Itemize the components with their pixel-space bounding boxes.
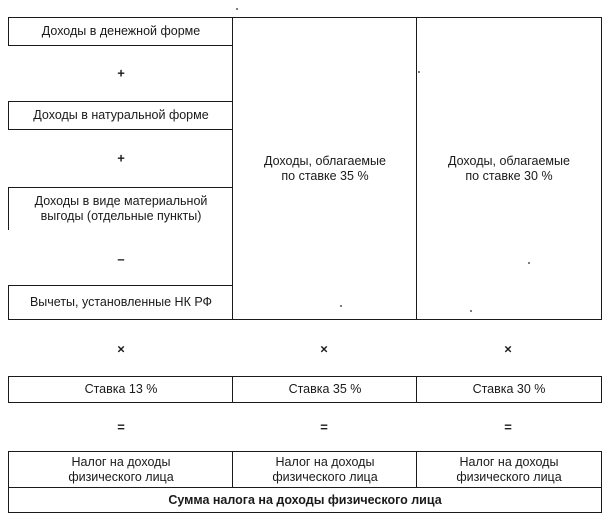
equals-operator-2: = bbox=[320, 419, 328, 435]
scan-speck bbox=[236, 8, 238, 10]
deductions-label: Вычеты, установленные НК РФ bbox=[29, 295, 213, 309]
tax-box-3 bbox=[416, 451, 602, 489]
equals-operator-1: = bbox=[117, 419, 125, 435]
taxed-35-label: Доходы, облагаемые по ставке 35 % bbox=[264, 153, 386, 183]
rate-13-box bbox=[8, 376, 234, 403]
times-operator-1: × bbox=[117, 341, 125, 357]
rate-35-box bbox=[232, 376, 418, 403]
rate-30-box bbox=[416, 376, 602, 403]
scan-speck bbox=[528, 262, 530, 264]
equals-operator-3: = bbox=[504, 419, 512, 435]
times-operator-2: × bbox=[320, 341, 328, 357]
taxed-30-label: Доходы, облагаемые по ставке 30 % bbox=[448, 153, 570, 183]
times-operator-3: × bbox=[504, 341, 512, 357]
plus-operator-1: + bbox=[117, 65, 125, 81]
total-tax-label: Сумма налога на доходы физического лица bbox=[168, 492, 442, 507]
scan-speck bbox=[340, 305, 342, 307]
deductions-box bbox=[8, 285, 234, 320]
in-kind-income-box bbox=[8, 101, 234, 130]
plus-operator-2: + bbox=[117, 150, 125, 166]
rate-30-label: Ставка 30 % bbox=[472, 382, 546, 396]
minus-operator: – bbox=[117, 251, 125, 267]
taxed-35-box bbox=[232, 17, 418, 320]
tax-label-3: Налог на доходы физического лица bbox=[456, 455, 562, 484]
rate-13-label: Ставка 13 % bbox=[84, 382, 158, 396]
tax-box-1 bbox=[8, 451, 234, 489]
tax-label-1: Налог на доходы физического лица bbox=[68, 455, 174, 484]
rate-35-label: Ставка 35 % bbox=[288, 382, 362, 396]
in-kind-income-label: Доходы в натуральной форме bbox=[33, 108, 209, 122]
material-benefit-label: Доходы в виде материальной выгоды (отдельные пункты) bbox=[34, 194, 208, 223]
cash-income-label: Доходы в денежной форме bbox=[41, 24, 201, 38]
taxed-30-box bbox=[416, 17, 602, 320]
cash-income-box bbox=[8, 17, 234, 46]
tax-box-2 bbox=[232, 451, 418, 489]
scan-speck bbox=[470, 310, 472, 312]
total-tax-box bbox=[8, 487, 602, 513]
scan-speck bbox=[418, 71, 420, 73]
material-benefit-box bbox=[8, 187, 234, 230]
tax-label-2: Налог на доходы физического лица bbox=[272, 455, 378, 484]
